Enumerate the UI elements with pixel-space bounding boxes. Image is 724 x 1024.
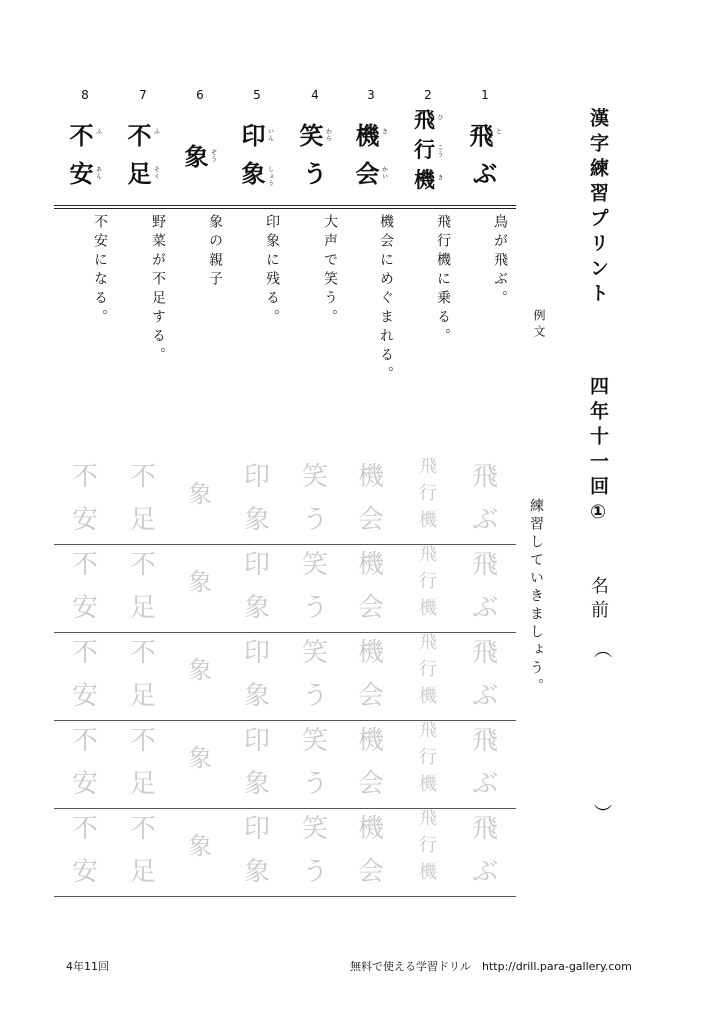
example-sentence: 鳥が飛ぶ。 <box>492 214 508 309</box>
trace-char: 会 <box>357 505 384 535</box>
trace-char: 象 <box>188 480 212 508</box>
practice-cell[interactable] <box>234 546 280 630</box>
trace-char: 印 <box>243 726 270 756</box>
practice-cell[interactable] <box>292 810 338 894</box>
trace-char: 不 <box>71 550 98 580</box>
trace-char: 不 <box>129 462 156 492</box>
trace-char: 笑 <box>301 726 328 756</box>
column-number: 3 <box>367 88 375 102</box>
trace-char: 笑 <box>301 462 328 492</box>
name-bracket-open: ︵ <box>591 640 612 658</box>
example-sentence: 大声で笑う。 <box>322 214 338 328</box>
practice-cell[interactable] <box>348 810 394 894</box>
example-sentence: 飛行機に乗る。 <box>435 214 451 347</box>
column-number: 1 <box>481 88 489 102</box>
headword-char <box>60 162 110 186</box>
practice-cell[interactable] <box>462 546 508 630</box>
practice-cell[interactable] <box>234 722 280 806</box>
headword-kanji: 機 <box>355 122 380 150</box>
trace-char: 飛 <box>419 808 437 829</box>
practice-cell[interactable] <box>292 722 338 806</box>
practice-cell[interactable] <box>120 810 166 894</box>
headword-kanji: 機 <box>414 168 435 192</box>
trace-char: 機 <box>419 862 437 883</box>
headword-char <box>232 124 282 148</box>
trace-char: 象 <box>188 744 212 772</box>
trace-char: 象 <box>243 593 270 623</box>
name-label: 名前 <box>588 576 609 624</box>
headword-kanji: 安 <box>69 160 94 188</box>
practice-cell[interactable] <box>462 458 508 542</box>
trace-char: 笑 <box>301 638 328 668</box>
example-sentence: 印象に残る。 <box>264 214 280 328</box>
furigana: ひ <box>436 114 443 121</box>
trace-char: 不 <box>71 726 98 756</box>
trace-char: 不 <box>71 638 98 668</box>
headword-char <box>232 162 282 187</box>
trace-char: 不 <box>129 550 156 580</box>
trace-char: 象 <box>243 505 270 535</box>
trace-char: 会 <box>357 681 384 711</box>
trace-char: 飛 <box>419 720 437 741</box>
column-number: 6 <box>196 88 204 102</box>
trace-char: ぶ <box>471 505 498 535</box>
page-title: 漢字練習プリント <box>587 108 609 308</box>
headword-char <box>290 162 340 186</box>
practice-cell[interactable] <box>292 458 338 542</box>
furigana: かい <box>380 166 388 180</box>
trace-char: 安 <box>71 593 98 623</box>
practice-cell[interactable] <box>348 458 394 542</box>
furigana: と <box>494 128 502 135</box>
example-sentence: 象の親子 <box>207 214 223 290</box>
footer-round: 4年11回 <box>66 960 109 973</box>
practice-cell[interactable] <box>62 546 108 630</box>
furigana: ふ <box>152 128 160 135</box>
headword-char <box>403 140 453 161</box>
trace-char: 行 <box>419 571 437 592</box>
furigana: いん <box>266 128 274 142</box>
trace-char: 行 <box>419 483 437 504</box>
trace-char: 飛 <box>471 726 498 756</box>
trace-char: 飛 <box>471 462 498 492</box>
trace-char: う <box>301 593 328 623</box>
practice-cell[interactable] <box>405 722 451 806</box>
practice-cell[interactable] <box>120 722 166 806</box>
practice-row-line <box>54 544 516 545</box>
trace-char: 機 <box>357 638 384 668</box>
headword-char <box>460 124 510 148</box>
headword-kanji: 足 <box>127 160 152 188</box>
trace-char: 機 <box>357 462 384 492</box>
practice-cell[interactable] <box>348 722 394 806</box>
headword-kanji: 象 <box>184 143 209 171</box>
trace-char: 機 <box>357 550 384 580</box>
practice-cell[interactable] <box>234 458 280 542</box>
trace-char: 飛 <box>471 814 498 844</box>
headword-kanji: 会 <box>355 160 380 188</box>
practice-cell[interactable] <box>177 458 223 542</box>
column-number: 2 <box>424 88 432 102</box>
practice-cell[interactable] <box>292 546 338 630</box>
furigana: ぞう <box>209 149 217 163</box>
trace-char: 象 <box>188 656 212 684</box>
grade-round-text: 四年十一回 <box>587 376 609 501</box>
trace-char: 行 <box>419 747 437 768</box>
practice-row-line <box>54 896 516 897</box>
trace-char: 行 <box>419 659 437 680</box>
trace-char: 機 <box>419 686 437 707</box>
practice-row-line <box>54 632 516 633</box>
circled-number: ① <box>587 501 609 529</box>
practice-cell[interactable] <box>462 810 508 894</box>
trace-char: 不 <box>71 814 98 844</box>
headword-kanji: 不 <box>127 122 152 150</box>
trace-char: う <box>301 769 328 799</box>
trace-char: 象 <box>188 832 212 860</box>
column-number: 4 <box>311 88 319 102</box>
practice-cell[interactable] <box>234 634 280 718</box>
trace-char: 不 <box>129 726 156 756</box>
trace-char: 足 <box>129 681 156 711</box>
example-sentence: 野菜が不足する。 <box>150 214 166 366</box>
trace-char: 不 <box>71 462 98 492</box>
headword-char <box>460 162 510 186</box>
trace-char: う <box>301 857 328 887</box>
headword-kanji: 飛 <box>469 122 494 150</box>
header-rule-top <box>54 205 516 206</box>
headword-char <box>346 124 396 148</box>
trace-char: 笑 <box>301 814 328 844</box>
practice-cell[interactable] <box>462 634 508 718</box>
name-bracket-close: ︶ <box>591 804 612 822</box>
furigana: こう <box>436 144 443 158</box>
trace-char: 安 <box>71 505 98 535</box>
practice-cell[interactable] <box>234 810 280 894</box>
trace-char: う <box>301 681 328 711</box>
trace-char: 印 <box>243 638 270 668</box>
practice-cell[interactable] <box>62 458 108 542</box>
trace-char: 安 <box>71 857 98 887</box>
trace-char: 機 <box>419 510 437 531</box>
practice-cell[interactable] <box>62 722 108 806</box>
column-number: 7 <box>139 88 147 102</box>
grade-round <box>588 376 607 529</box>
practice-cell[interactable] <box>62 810 108 894</box>
practice-cell[interactable] <box>120 458 166 542</box>
headword-kanji: 飛 <box>414 108 435 132</box>
practice-cell[interactable] <box>177 810 223 894</box>
furigana: ふ <box>94 128 102 135</box>
headword-char <box>403 110 453 131</box>
headword-kanji: 象 <box>241 160 266 188</box>
trace-char: 会 <box>357 769 384 799</box>
trace-char: 飛 <box>419 544 437 565</box>
furigana: そく <box>152 166 160 180</box>
trace-char: 機 <box>357 814 384 844</box>
trace-char: 不 <box>129 638 156 668</box>
furigana: しょう <box>266 166 274 187</box>
furigana: あん <box>94 166 102 180</box>
practice-cell[interactable] <box>120 634 166 718</box>
trace-char: ぶ <box>471 769 498 799</box>
practice-label: 練習していきましょう。 <box>528 498 544 696</box>
trace-char: 飛 <box>419 456 437 477</box>
practice-cell[interactable] <box>405 458 451 542</box>
headword-kanji: 印 <box>241 122 266 150</box>
trace-char: 飛 <box>471 550 498 580</box>
headword-kanji: 笑 <box>299 122 324 150</box>
trace-char: 印 <box>243 814 270 844</box>
trace-char: 機 <box>419 774 437 795</box>
practice-cell[interactable] <box>177 722 223 806</box>
trace-char: 象 <box>188 568 212 596</box>
trace-char: 機 <box>357 726 384 756</box>
practice-row-line <box>54 720 516 721</box>
headword-kanji: 行 <box>414 138 435 162</box>
furigana: わら <box>324 128 332 142</box>
trace-char: ぶ <box>471 593 498 623</box>
practice-cell[interactable] <box>348 634 394 718</box>
headword-char <box>60 124 110 148</box>
trace-char: 会 <box>357 593 384 623</box>
trace-char: 印 <box>243 462 270 492</box>
practice-cell[interactable] <box>462 722 508 806</box>
practice-cell[interactable] <box>405 546 451 630</box>
furigana: き <box>380 128 388 135</box>
trace-char: 象 <box>243 769 270 799</box>
trace-char: 会 <box>357 857 384 887</box>
trace-char: 足 <box>129 857 156 887</box>
headword-kanji: ぶ <box>473 160 497 188</box>
practice-cell[interactable] <box>405 810 451 894</box>
trace-char: ぶ <box>471 681 498 711</box>
trace-char: 安 <box>71 681 98 711</box>
trace-char: 足 <box>129 593 156 623</box>
practice-row-line <box>54 808 516 809</box>
practice-cell[interactable] <box>348 546 394 630</box>
headword-char <box>118 124 168 148</box>
trace-char: ぶ <box>471 857 498 887</box>
example-sentence: 不安になる。 <box>92 214 108 328</box>
headword-char <box>118 162 168 186</box>
practice-cell[interactable] <box>120 546 166 630</box>
trace-char: 安 <box>71 769 98 799</box>
trace-char: 不 <box>129 814 156 844</box>
trace-char: 象 <box>243 681 270 711</box>
headword-char <box>403 170 453 191</box>
practice-cell[interactable] <box>177 634 223 718</box>
example-label: 例文 <box>532 309 546 341</box>
practice-cell[interactable] <box>292 634 338 718</box>
trace-char: 足 <box>129 505 156 535</box>
furigana: き <box>436 174 443 181</box>
column-number: 8 <box>81 88 89 102</box>
trace-char: 行 <box>419 835 437 856</box>
trace-char: 笑 <box>301 550 328 580</box>
column-number: 5 <box>253 88 261 102</box>
trace-char: 飛 <box>471 638 498 668</box>
footer-site: 無料で使える学習ドリル http://drill.para-gallery.com <box>350 960 632 973</box>
trace-char: う <box>301 505 328 535</box>
trace-char: 機 <box>419 598 437 619</box>
practice-cell[interactable] <box>62 634 108 718</box>
practice-cell[interactable] <box>177 546 223 630</box>
header-rule-bottom <box>54 208 516 209</box>
trace-char: 象 <box>243 857 270 887</box>
headword-kanji: 不 <box>69 122 94 150</box>
headword-char <box>346 162 396 186</box>
example-sentence: 機会にめぐまれる。 <box>378 214 394 385</box>
trace-char: 印 <box>243 550 270 580</box>
trace-char: 飛 <box>419 632 437 653</box>
practice-cell[interactable] <box>405 634 451 718</box>
headword-char <box>175 145 225 169</box>
trace-char: 足 <box>129 769 156 799</box>
headword-kanji: う <box>303 160 327 188</box>
headword-char <box>290 124 340 148</box>
